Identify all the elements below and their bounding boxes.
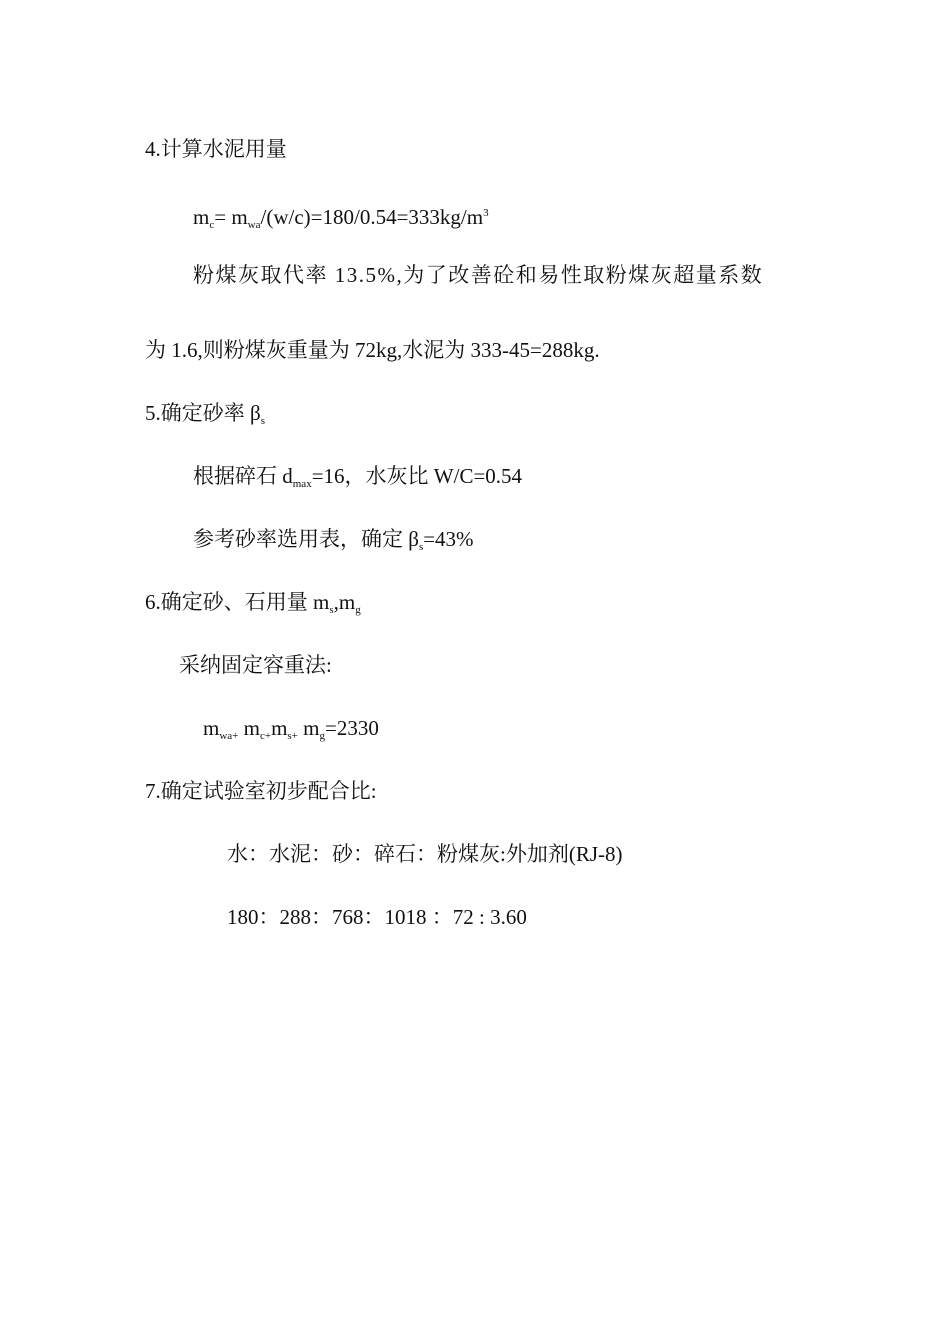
formula-text: /(w/c)=180/0.54=333kg/m bbox=[260, 205, 484, 229]
eq-text: m bbox=[238, 716, 260, 740]
heading-subscript: s bbox=[329, 604, 334, 616]
fly-ash-paragraph-line1: 粉煤灰取代率 13.5%,为了改善砼和易性取粉煤灰超量系数 bbox=[193, 263, 764, 287]
line-text: 参考砂率选用表，确定 β bbox=[193, 527, 419, 551]
eq-text: =2330 bbox=[324, 716, 379, 740]
mass-equation bbox=[203, 715, 379, 749]
eq-subscript: wa+ bbox=[219, 730, 239, 742]
line-subscript: s bbox=[418, 541, 424, 553]
eq-subscript: c+ bbox=[259, 730, 272, 742]
section-7-heading: 7.确定试验室初步配合比: bbox=[145, 779, 377, 803]
heading-text: ,m bbox=[333, 590, 356, 614]
line-text: =16，水灰比 W/C=0.54 bbox=[311, 464, 523, 488]
heading-subscript: g bbox=[355, 604, 361, 616]
section-4-heading: 4.计算水泥用量 bbox=[145, 137, 287, 161]
line-subscript: max bbox=[292, 478, 312, 490]
eq-subscript: s+ bbox=[287, 730, 298, 742]
aggregate-info-line bbox=[193, 463, 522, 497]
formula-subscript: wa bbox=[247, 219, 261, 231]
eq-subscript: g bbox=[319, 730, 325, 742]
formula-subscript: c bbox=[209, 219, 215, 231]
formula-text: m bbox=[193, 205, 210, 229]
heading-text: 5.确定砂率 β bbox=[145, 401, 261, 425]
method-line: 采纳固定容重法: bbox=[179, 653, 332, 677]
eq-text: m bbox=[203, 716, 220, 740]
eq-text: m bbox=[297, 716, 320, 740]
formula-superscript: 3 bbox=[483, 207, 489, 219]
mix-ratio-labels: 水：水泥：砂：碎石：粉煤灰:外加剂(RJ-8) bbox=[227, 842, 623, 866]
sand-ratio-line bbox=[193, 526, 474, 560]
line-text: 根据碎石 d bbox=[193, 464, 293, 488]
heading-subscript: s bbox=[260, 415, 265, 427]
eq-text: m bbox=[271, 716, 288, 740]
section-5-heading bbox=[145, 400, 265, 434]
formula-text: = m bbox=[214, 205, 248, 229]
mix-ratio-values: 180：288：768：1018 ：72 : 3.60 bbox=[227, 905, 527, 929]
section-6-heading bbox=[145, 589, 361, 623]
line-text: =43% bbox=[423, 527, 474, 551]
fly-ash-paragraph-line2: 为 1.6,则粉煤灰重量为 72kg,水泥为 333-45=288kg. bbox=[145, 338, 600, 362]
heading-text: 6.确定砂、石用量 m bbox=[145, 590, 330, 614]
cement-formula bbox=[193, 200, 489, 238]
